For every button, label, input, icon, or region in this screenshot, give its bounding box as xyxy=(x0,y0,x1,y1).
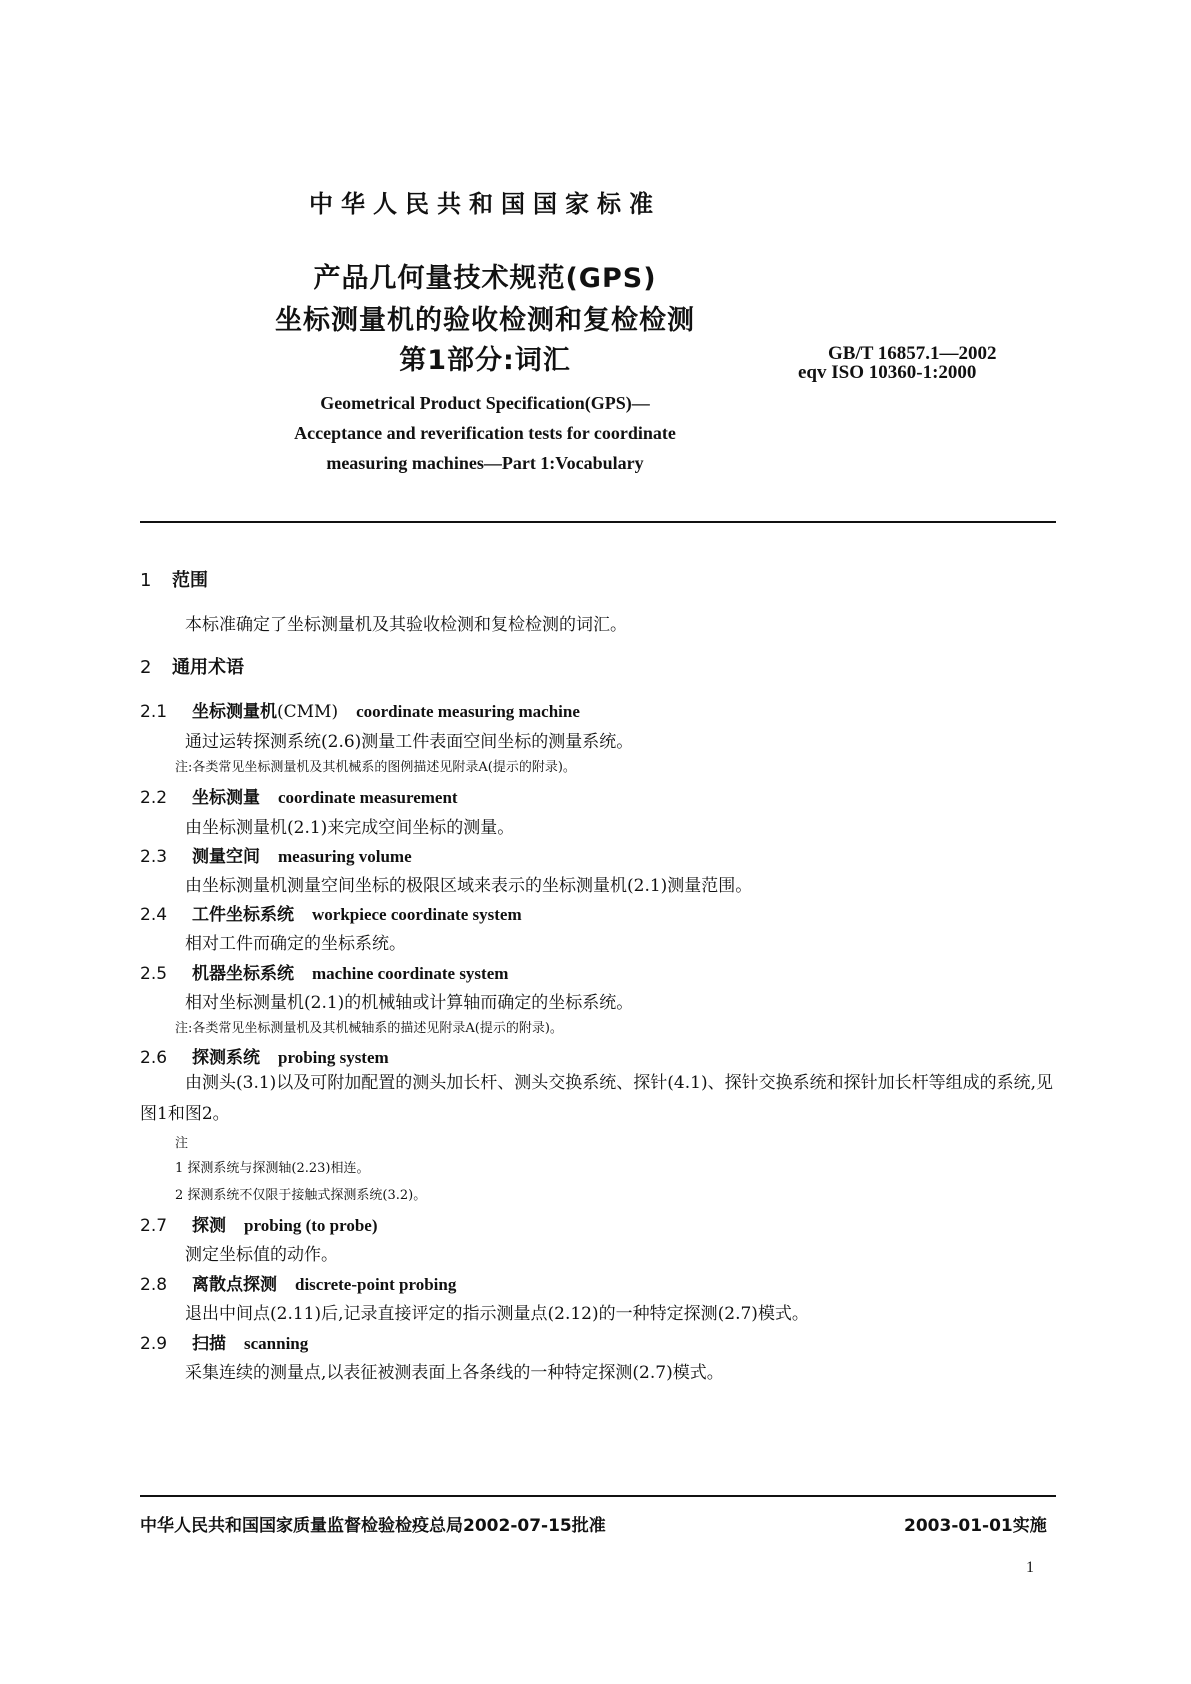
term-heading xyxy=(140,783,458,808)
term-english: coordinate measuring machine xyxy=(356,702,580,721)
section-number: 1 xyxy=(140,570,152,591)
term-number: 2.5 xyxy=(140,964,168,984)
english-title-line-3: measuring machines—Part 1:Vocabulary xyxy=(326,453,644,473)
term-heading xyxy=(140,1270,456,1295)
term-note: 1 探测系统与探测轴(2.23)相连。 xyxy=(175,1161,370,1176)
term-chinese: 测量空间 xyxy=(192,847,260,867)
term-heading xyxy=(140,1211,378,1236)
footer-divider xyxy=(140,1495,1056,1497)
term-number: 2.6 xyxy=(140,1048,168,1068)
term-english: scanning xyxy=(244,1334,309,1353)
title-line-2: 坐标测量机的验收检测和复检检测 xyxy=(275,305,695,336)
term-english: probing (to probe) xyxy=(244,1216,378,1235)
term-number: 2.3 xyxy=(140,847,168,867)
term-english: workpiece coordinate system xyxy=(312,905,522,924)
term-english: discrete-point probing xyxy=(295,1275,457,1294)
english-title-line-1: Geometrical Product Specification(GPS)— xyxy=(320,393,650,413)
term-definition: 采集连续的测量点,以表征被测表面上各条线的一种特定探测(2.7)模式。 xyxy=(185,1363,724,1383)
term-english: machine coordinate system xyxy=(312,964,509,983)
effective-date: 2003-01-01实施 xyxy=(904,1516,1047,1536)
title-line-3: 第1部分:词汇 xyxy=(399,345,571,376)
term-definition: 由测头(3.1)以及可附加配置的测头加长杆、测头交换系统、探针(4.1)、探针交换系统和探针加长杆等组成的系统,见图1和图2。 xyxy=(140,1073,1054,1124)
term-note: 2 探测系统不仅限于接触式探测系统(3.2)。 xyxy=(175,1188,427,1203)
term-chinese: 机器坐标系统 xyxy=(192,964,294,984)
title-line-1: 产品几何量技术规范(GPS) xyxy=(313,263,657,294)
term-heading xyxy=(140,697,580,722)
term-definition: 通过运转探测系统(2.6)测量工件表面空间坐标的测量系统。 xyxy=(185,732,634,752)
term-number: 2.4 xyxy=(140,905,168,925)
section-title: 通用术语 xyxy=(172,657,244,678)
term-definition: 相对坐标测量机(2.1)的机械轴或计算轴而确定的坐标系统。 xyxy=(185,993,634,1013)
term-chinese: 坐标测量 xyxy=(192,788,260,808)
page-number: 1 xyxy=(1026,1559,1034,1576)
term-definition: 退出中间点(2.11)后,记录直接评定的指示测量点(2.12)的一种特定探测(2.7)模式。 xyxy=(185,1304,809,1324)
term-number: 2.9 xyxy=(140,1334,168,1354)
term-definition: 由坐标测量机测量空间坐标的极限区域来表示的坐标测量机(2.1)测量范围。 xyxy=(185,876,753,896)
term-heading xyxy=(140,842,412,867)
section-heading xyxy=(140,566,208,592)
term-english: measuring volume xyxy=(278,847,412,866)
equivalent-standard: eqv ISO 10360-1:2000 xyxy=(798,362,977,383)
section-text: 本标准确定了坐标测量机及其验收检测和复检检测的词汇。 xyxy=(185,615,627,635)
standard-code: GB/T 16857.1—2002 xyxy=(828,343,997,364)
term-english: coordinate measurement xyxy=(278,788,458,807)
approval-issuer: 中华人民共和国国家质量监督检验检疫总局2002-07-15批准 xyxy=(140,1516,606,1536)
term-heading xyxy=(140,1329,308,1354)
term-chinese: 扫描 xyxy=(192,1334,226,1354)
term-number: 2.1 xyxy=(140,702,168,722)
term-heading xyxy=(140,1043,389,1068)
term-chinese: 探测 xyxy=(192,1216,226,1236)
term-chinese: 离散点探测 xyxy=(192,1275,277,1295)
header-divider xyxy=(140,521,1056,523)
term-number: 2.7 xyxy=(140,1216,168,1236)
term-number: 2.8 xyxy=(140,1275,168,1295)
term-definition: 由坐标测量机(2.1)来完成空间坐标的测量。 xyxy=(185,818,515,838)
note-label: 注 xyxy=(175,1136,189,1151)
term-definition: 相对工件而确定的坐标系统。 xyxy=(185,934,406,954)
term-chinese: 坐标测量机 xyxy=(192,702,277,722)
term-heading xyxy=(140,959,508,984)
term-abbreviation: (CMM) xyxy=(277,702,339,722)
term-chinese: 探测系统 xyxy=(192,1048,260,1068)
term-definition: 测定坐标值的动作。 xyxy=(185,1245,338,1265)
term-heading xyxy=(140,900,522,925)
section-number: 2 xyxy=(140,657,152,678)
section-heading xyxy=(140,653,244,679)
term-chinese: 工件坐标系统 xyxy=(192,905,294,925)
national-standard-heading: 中华人民共和国国家标准 xyxy=(309,190,661,218)
term-note: 注:各类常见坐标测量机及其机械轴系的描述见附录A(提示的附录)。 xyxy=(175,1021,563,1036)
term-number: 2.2 xyxy=(140,788,168,808)
english-title-line-2: Acceptance and reverification tests for coordinate xyxy=(294,423,676,443)
term-english: probing system xyxy=(278,1048,389,1067)
section-title: 范围 xyxy=(172,570,208,591)
term-note: 注:各类常见坐标测量机及其机械系的图例描述见附录A(提示的附录)。 xyxy=(175,760,576,775)
